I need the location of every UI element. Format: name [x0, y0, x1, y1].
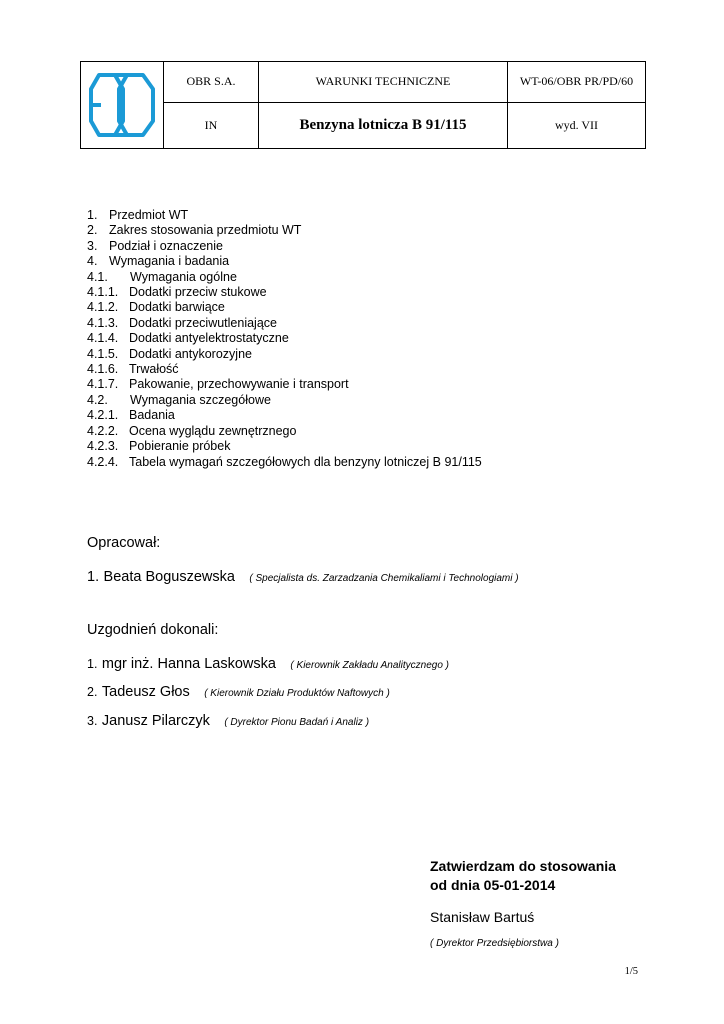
toc-item-label: Dodatki antyelektrostatyczne: [129, 331, 289, 346]
toc-item: [87, 408, 482, 423]
toc-item: [87, 455, 482, 470]
company-logo: [81, 62, 164, 149]
agreed-label: Uzgodnień dokonali:: [87, 622, 219, 638]
toc-item: [87, 347, 482, 362]
toc-item-number: 4.2.1.: [87, 408, 119, 423]
toc-item-number: 4.2.3.: [87, 439, 119, 454]
toc-item-label: Przedmiot WT: [109, 208, 189, 222]
reviewer-number: 1.: [87, 657, 98, 671]
toc-item-label: Badania: [129, 408, 175, 423]
toc-item-label: Ocena wyglądu zewnętrznego: [129, 423, 297, 438]
document-header-table: [80, 61, 646, 149]
company-cell: OBR S.A.: [164, 62, 259, 103]
reviewer-role: ( Kierownik Działu Produktów Naftowych ): [204, 688, 390, 699]
approval-date: od dnia 05-01-2014: [430, 877, 556, 893]
toc-item-label: Pakowanie, przechowywanie i transport: [129, 377, 349, 392]
toc-item-number: 4.1.5.: [87, 346, 119, 361]
toc-item: [87, 239, 482, 254]
toc-item-label: Wymagania ogólne: [130, 269, 237, 284]
document-title: Benzyna lotnicza B 91/115: [259, 102, 508, 148]
toc-item: [87, 393, 482, 408]
reviewer-entry: [87, 655, 449, 673]
toc-item-number: 4.1.2.: [87, 300, 119, 315]
preparer-entry: [87, 568, 519, 586]
toc-item-label: Dodatki przeciwutleniające: [129, 315, 277, 330]
toc-item: [87, 424, 482, 439]
hexagon-logo-icon: [87, 67, 157, 143]
toc-item-number: 3.: [87, 238, 98, 253]
approver-role: ( Dyrektor Przedsiębiorstwa ): [430, 938, 559, 949]
edition-cell: wyd. VII: [508, 102, 646, 148]
toc-item-label: Tabela wymagań szczegółowych dla benzyny lotniczej B 91/115: [129, 454, 482, 469]
toc-item: [87, 285, 482, 300]
toc-item-number: 4.1.3.: [87, 315, 119, 330]
unit-cell: IN: [164, 102, 259, 148]
toc-item-number: 4.2.2.: [87, 423, 119, 438]
approver-name: Stanisław Bartuś: [430, 909, 535, 925]
toc-item: [87, 439, 482, 454]
reviewer-role: ( Dyrektor Pionu Badań i Analiz ): [224, 717, 370, 728]
toc-item-label: Dodatki przeciw stukowe: [129, 285, 267, 300]
toc-item-number: 4.1.1.: [87, 285, 119, 300]
toc-item-label: Dodatki antykorozyjne: [129, 346, 252, 361]
reviewer-role: ( Kierownik Zakładu Analitycznego ): [290, 660, 450, 671]
toc-item-number: 4.1.4.: [87, 331, 119, 346]
reviewer-name: Tadeusz Głos: [101, 684, 190, 700]
prepared-label: Opracował:: [87, 535, 161, 551]
table-of-contents: [87, 208, 482, 470]
toc-item-number: 4.1.6.: [87, 362, 119, 377]
toc-item-number: 2.: [87, 223, 98, 238]
toc-item-label: Trwałość: [129, 362, 179, 377]
reviewer-name: mgr inż. Hanna Laskowska: [101, 656, 276, 672]
preparer-number: 1.: [87, 569, 100, 585]
toc-item: [87, 208, 482, 223]
preparer-role: ( Specjalista ds. Zarzadzania Chemikaliami i Technologiami ): [249, 573, 519, 584]
reviewer-name: Janusz Pilarczyk: [101, 713, 210, 729]
toc-item-number: 4.2.: [87, 392, 108, 407]
doc-code-cell: WT-06/OBR PR/PD/60: [508, 62, 646, 103]
toc-item-label: Pobieranie próbek: [129, 439, 231, 454]
toc-item-number: 4.1.: [87, 269, 108, 284]
toc-item-label: Dodatki barwiące: [129, 300, 225, 315]
reviewer-entry: [87, 683, 390, 701]
toc-item-label: Wymagania szczegółowe: [130, 392, 271, 407]
toc-item-number: 4.: [87, 254, 98, 269]
toc-item: [87, 377, 482, 392]
toc-item-label: Podział i oznaczenie: [109, 238, 223, 253]
toc-item: [87, 362, 482, 377]
reviewer-number: 3.: [87, 714, 98, 728]
reviewer-number: 2.: [87, 685, 98, 699]
toc-item: [87, 331, 482, 346]
toc-item-label: Wymagania i badania: [109, 254, 230, 269]
doc-type-cell: WARUNKI TECHNICZNE: [259, 62, 508, 103]
toc-item: [87, 316, 482, 331]
toc-item: [87, 254, 482, 269]
toc-item: [87, 300, 482, 315]
toc-item-number: 4.1.7.: [87, 377, 119, 392]
preparer-name: Beata Boguszewska: [103, 569, 235, 585]
toc-item-label: Zakres stosowania przedmiotu WT: [109, 223, 302, 238]
reviewer-entry: [87, 712, 369, 730]
toc-item: [87, 270, 482, 285]
approval-statement: Zatwierdzam do stosowania: [430, 858, 616, 874]
toc-item: [87, 223, 482, 238]
toc-item-number: 4.2.4.: [87, 454, 119, 469]
toc-item-number: 1.: [87, 208, 98, 222]
page-number: 1/5: [624, 966, 638, 977]
